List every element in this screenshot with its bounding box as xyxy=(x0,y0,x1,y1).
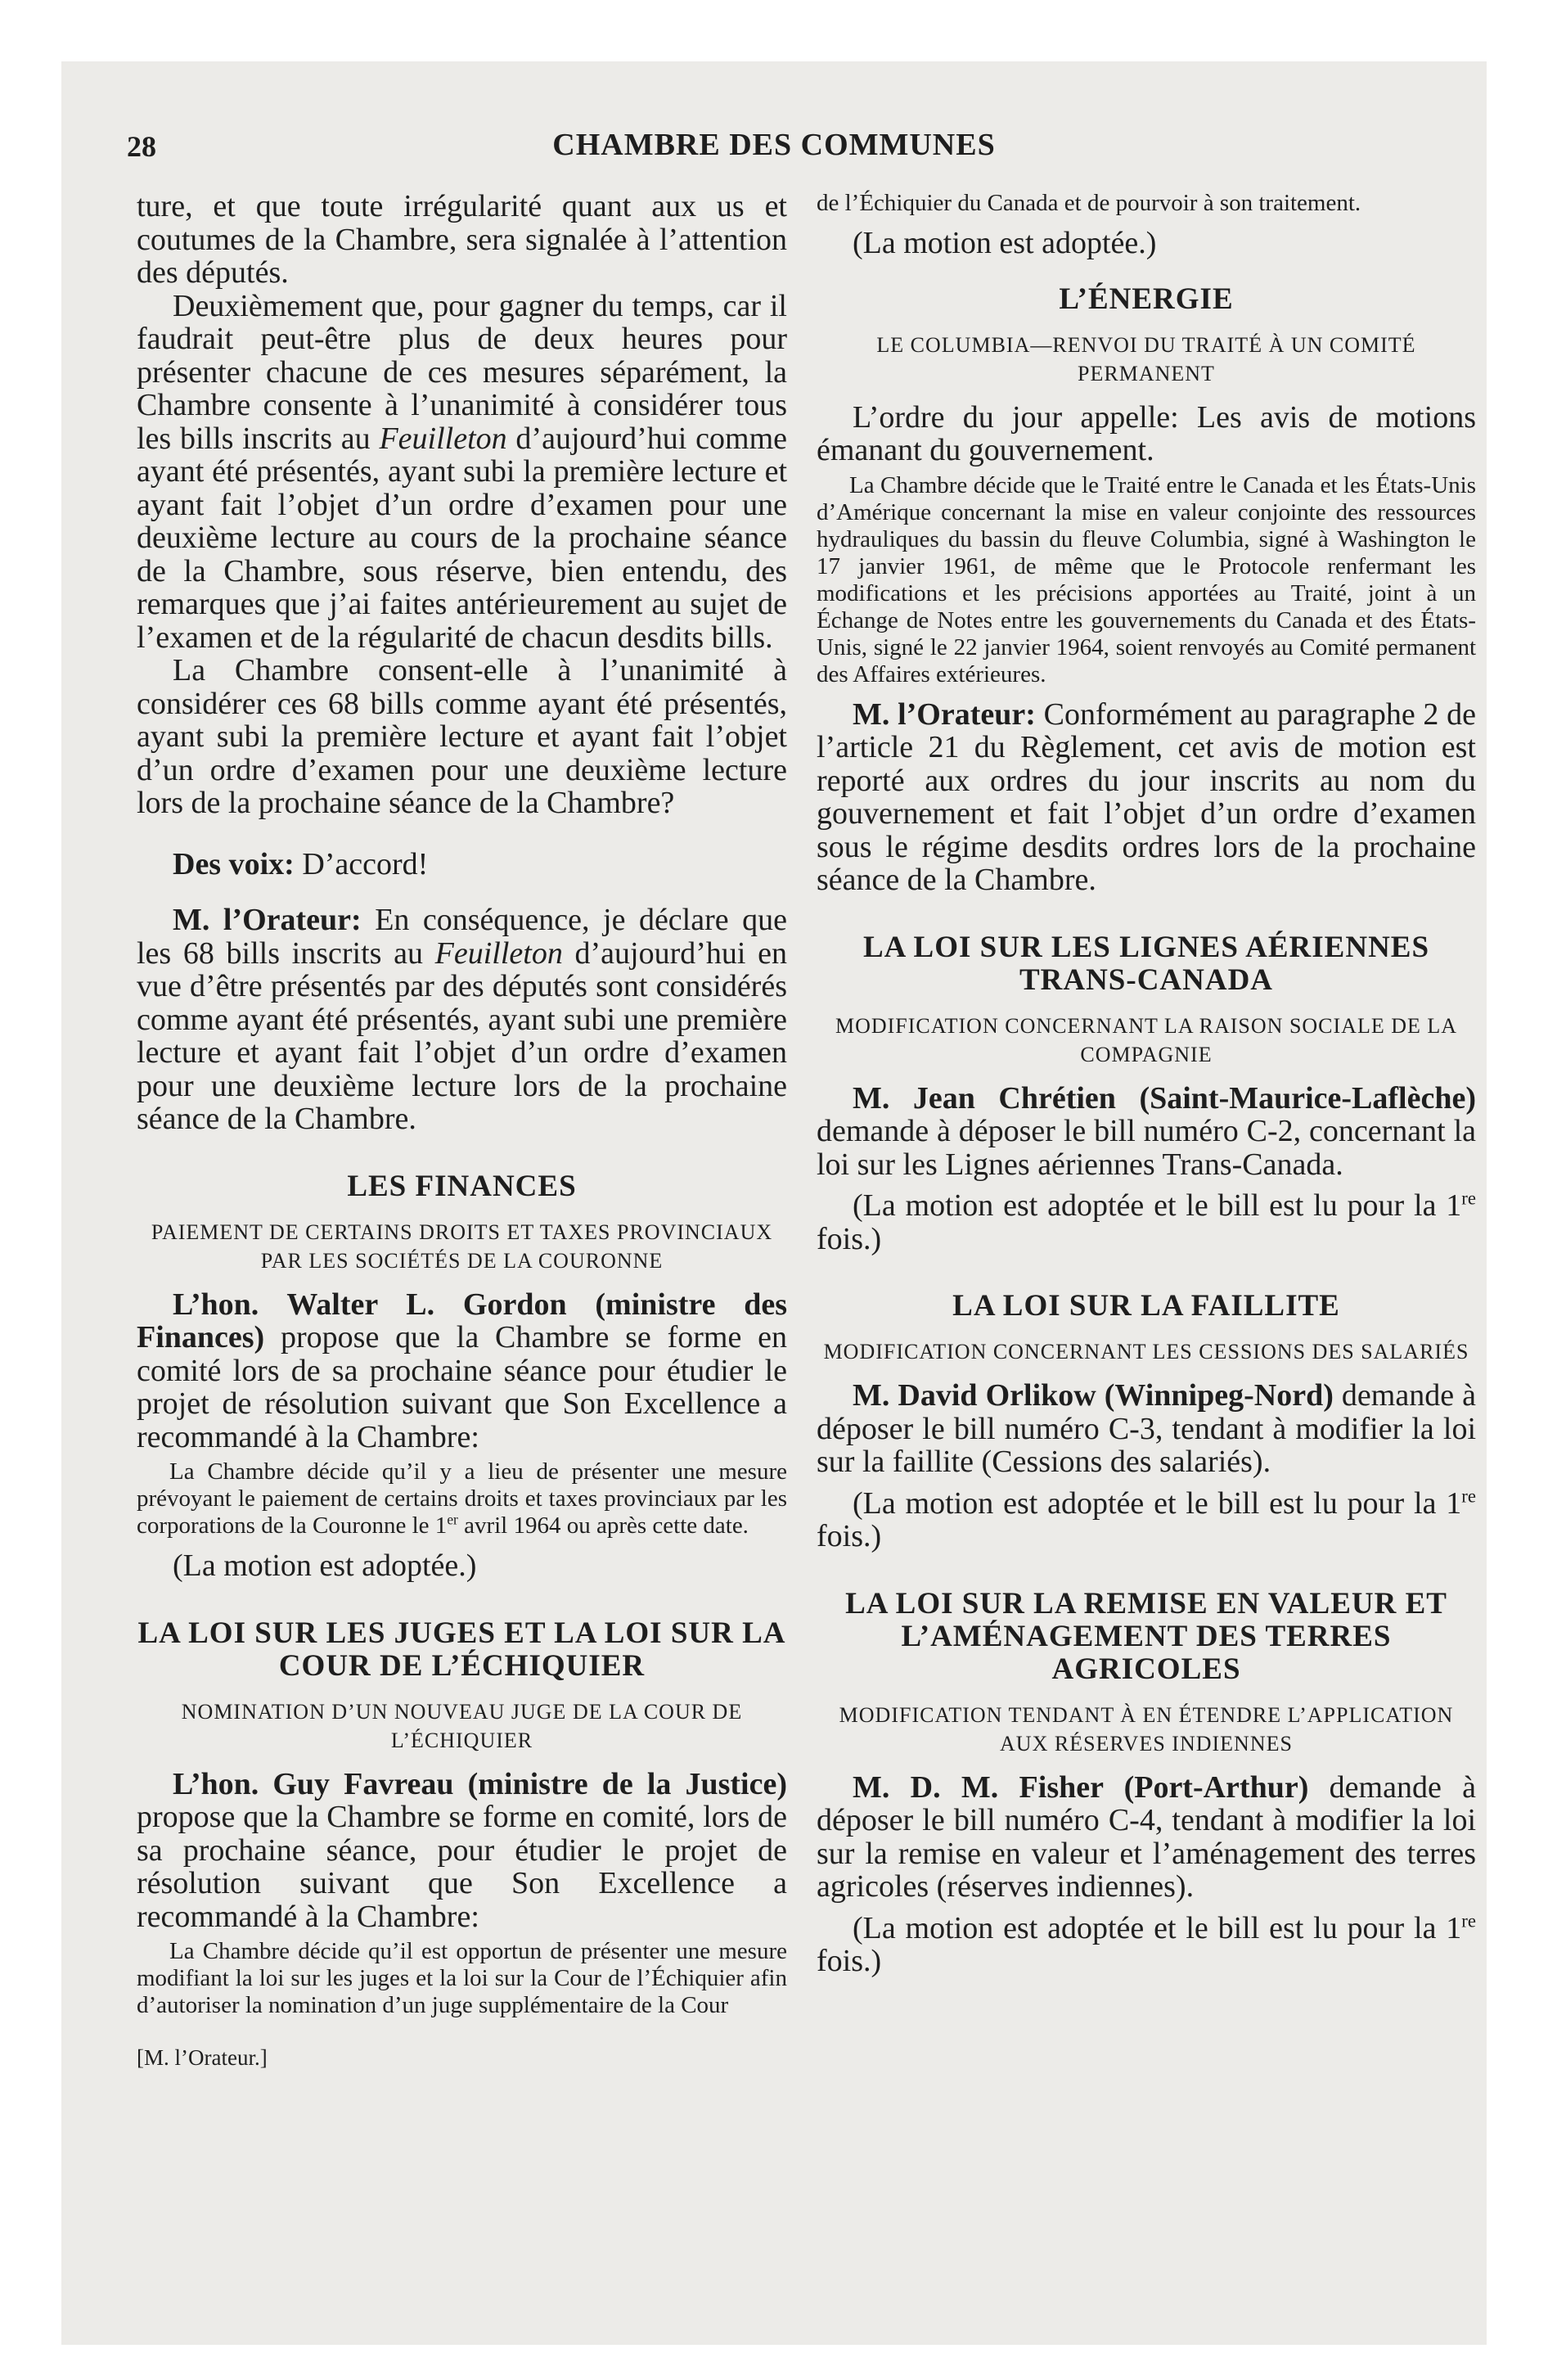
continuation-note: [M. l’Orateur.] xyxy=(137,2045,268,2070)
speaker: M. Jean Chrétien (Saint-Maurice-Laflèche) xyxy=(853,1080,1476,1116)
section-heading: LA LOI SUR LES LIGNES AÉRIENNES TRANS-CANADA xyxy=(862,930,1430,997)
speaker: L’hon. Walter L. Gordon (ministre des Finances) xyxy=(137,1287,787,1355)
resolution-text: La Chambre décide qu’il est opportun de présenter une mesure modifiant la loi sur les juges et la loi sur la Cour de l’Échiquier afin d’autoriser la nomination d’un juge supplémentaire de la Cour xyxy=(137,1938,787,2018)
speech-orlikow: M. David Orlikow (Winnipeg-Nord) demande à déposer le bill numéro C-3, tendant à modifier la loi sur la faillite (Cessions des salariés). xyxy=(817,1378,1476,1479)
paragraph: ture, et que toute irrégularité quant aux us et coutumes de la Chambre, sera signalée à l’attention des députés. xyxy=(137,189,787,290)
resolution-text: La Chambre décide qu’il y a lieu de présenter une mesure prévoyant le paiement de certains droits et taxes provinciaux par les corporations de la Couronne le 1er avril 1964 ou après cette date. xyxy=(137,1458,787,1539)
resolution-continuation: de l’Échiquier du Canada et de pourvoir à son traitement. xyxy=(817,190,1361,216)
section-heading: LA LOI SUR LES JUGES ET LA LOI SUR LA COUR DE L’ÉCHIQUIER xyxy=(137,1616,786,1683)
section-subheading: MODIFICATION CONCERNANT LA RAISON SOCIALE DE LA COMPAGNIE xyxy=(835,1013,1458,1066)
motion-adopted: (La motion est adoptée.) xyxy=(853,226,1157,260)
paragraph: L’ordre du jour appelle: Les avis de motions émanant du gouvernement. xyxy=(817,399,1476,467)
section-subheading: NOMINATION D’UN NOUVEAU JUGE DE LA COUR DE L’ÉCHIQUIER xyxy=(181,1699,743,1752)
speech-voix: Des voix: D’accord! xyxy=(173,846,429,881)
left-column xyxy=(137,190,787,2071)
section-subheading: PAIEMENT DE CERTAINS DROITS ET TAXES PROVINCIAUX PAR LES SOCIÉTÉS DE LA COURONNE xyxy=(151,1219,773,1273)
speaker: M. D. M. Fisher (Port-Arthur) xyxy=(853,1769,1309,1805)
speaker: Des voix: xyxy=(173,846,295,881)
speaker: M. l’Orateur: xyxy=(853,696,1036,732)
motion-adopted: (La motion est adoptée et le bill est lu pour la 1re fois.) xyxy=(817,1909,1476,1978)
speech-chretien: M. Jean Chrétien (Saint-Maurice-Laflèche) demande à déposer le bill numéro C-2, concernant la loi sur les Lignes aériennes Trans-Canada. xyxy=(817,1080,1476,1182)
section-heading: LES FINANCES xyxy=(347,1169,577,1203)
speaker: M. l’Orateur: xyxy=(173,903,362,937)
section-heading: LA LOI SUR LA FAILLITE xyxy=(952,1289,1340,1323)
running-title: CHAMBRE DES COMMUNES xyxy=(552,128,996,162)
resolution-text: La Chambre décide que le Traité entre le Canada et les États-Unis d’Amérique concernant la mise en valeur conjointe des ressources hydrauliques du bassin du fleuve Columbia, signé à Washington le 17 janvier 1961, de même que le Protocole renfermant les modifications et les précisions apportées au Traité, joint à un Échange de Notes entre les gouvernements du Canada et des États-Unis, signé le 22 janvier 1964, soient renvoyés au Comité permanent des Affaires extérieures. xyxy=(817,471,1476,687)
paragraph: La Chambre consent-elle à l’unanimité à considérer ces 68 bills comme ayant été présentés, ayant subi la première lecture et ayant fait l’objet d’un ordre d’examen pour une deuxième lecture lors de la prochaine séance de la Chambre? xyxy=(137,653,787,820)
right-column xyxy=(817,190,1476,1978)
speaker: L’hon. Guy Favreau (ministre de la Justice) xyxy=(173,1766,787,1801)
motion-adopted: (La motion est adoptée et le bill est lu pour la 1re fois.) xyxy=(817,1188,1476,1256)
section-heading: L’ÉNERGIE xyxy=(1059,282,1234,316)
section-heading: LA LOI SUR LA REMISE EN VALEUR ET L’AMÉNAGEMENT DES TERRES AGRICOLES xyxy=(845,1586,1447,1686)
motion-adopted: (La motion est adoptée.) xyxy=(173,1548,477,1583)
speaker: M. David Orlikow (Winnipeg-Nord) xyxy=(853,1378,1334,1413)
section-subheading: LE COLUMBIA—RENVOI DU TRAITÉ À UN COMITÉ PERMANENT xyxy=(876,332,1416,385)
speech-favreau: L’hon. Guy Favreau (ministre de la Justice) propose que la Chambre se forme en comité, lors de sa prochaine séance, pour étudier le projet de résolution suivant que Son Excellence a recommandé à la Chambre: xyxy=(137,1766,787,1934)
speech-gordon: L’hon. Walter L. Gordon (ministre des Finances) propose que la Chambre se forme en comité lors de sa prochaine séance pour étudier le projet de résolution suivant que Son Excellence a recommandé à la Chambre: xyxy=(137,1287,787,1454)
motion-adopted: (La motion est adoptée et le bill est lu pour la 1re fois.) xyxy=(817,1485,1476,1553)
section-subheading: MODIFICATION TENDANT À EN ÉTENDRE L’APPLICATION AUX RÉSERVES INDIENNES xyxy=(839,1702,1454,1756)
section-subheading: MODIFICATION CONCERNANT LES CESSIONS DES SALARIÉS xyxy=(823,1340,1469,1364)
speech-fisher: M. D. M. Fisher (Port-Arthur) demande à déposer le bill numéro C-4, tendant à modifier la loi sur la remise en valeur et l’aménagement des terres agricoles (réserves indiennes). xyxy=(817,1769,1476,1904)
page-number: 28 xyxy=(127,130,156,163)
paragraph: Deuxièmement que, pour gagner du temps, car il faudrait peut-être plus de deux heures pour présenter chacune de ces mesures séparément, la Chambre consente à l’unanimité à considérer tous les bills inscrits au Feuilleton d’aujourd’hui comme ayant été présentés, ayant subi la première lecture et ayant fait l’objet d’un ordre d’examen pour une deuxième lecture au cours de la prochaine séance de la Chambre, sous réserve, bien entendu, des remarques que j’ai faites antérieurement au sujet de l’examen et de la régularité de chacun desdits bills. xyxy=(137,288,788,655)
speech-orateur: M. l’Orateur: En conséquence, je déclare que les 68 bills inscrits au Feuilleton d’aujourd’hui en vue d’être présentés par des députés sont considérés comme ayant été présentés, ayant subi une première lecture et ayant fait l’objet d’un ordre d’examen pour une deuxième lecture lors de la prochaine séance de la Chambre. xyxy=(137,903,788,1136)
speech-orateur: M. l’Orateur: Conformément au paragraphe 2 de l’article 21 du Règlement, cet avis de motion est reporté aux ordres du jour inscrits au nom du gouvernement et fait l’objet d’un ordre d’examen sous le régime desdits ordres lors de la prochaine séance de la Chambre. xyxy=(817,696,1476,897)
